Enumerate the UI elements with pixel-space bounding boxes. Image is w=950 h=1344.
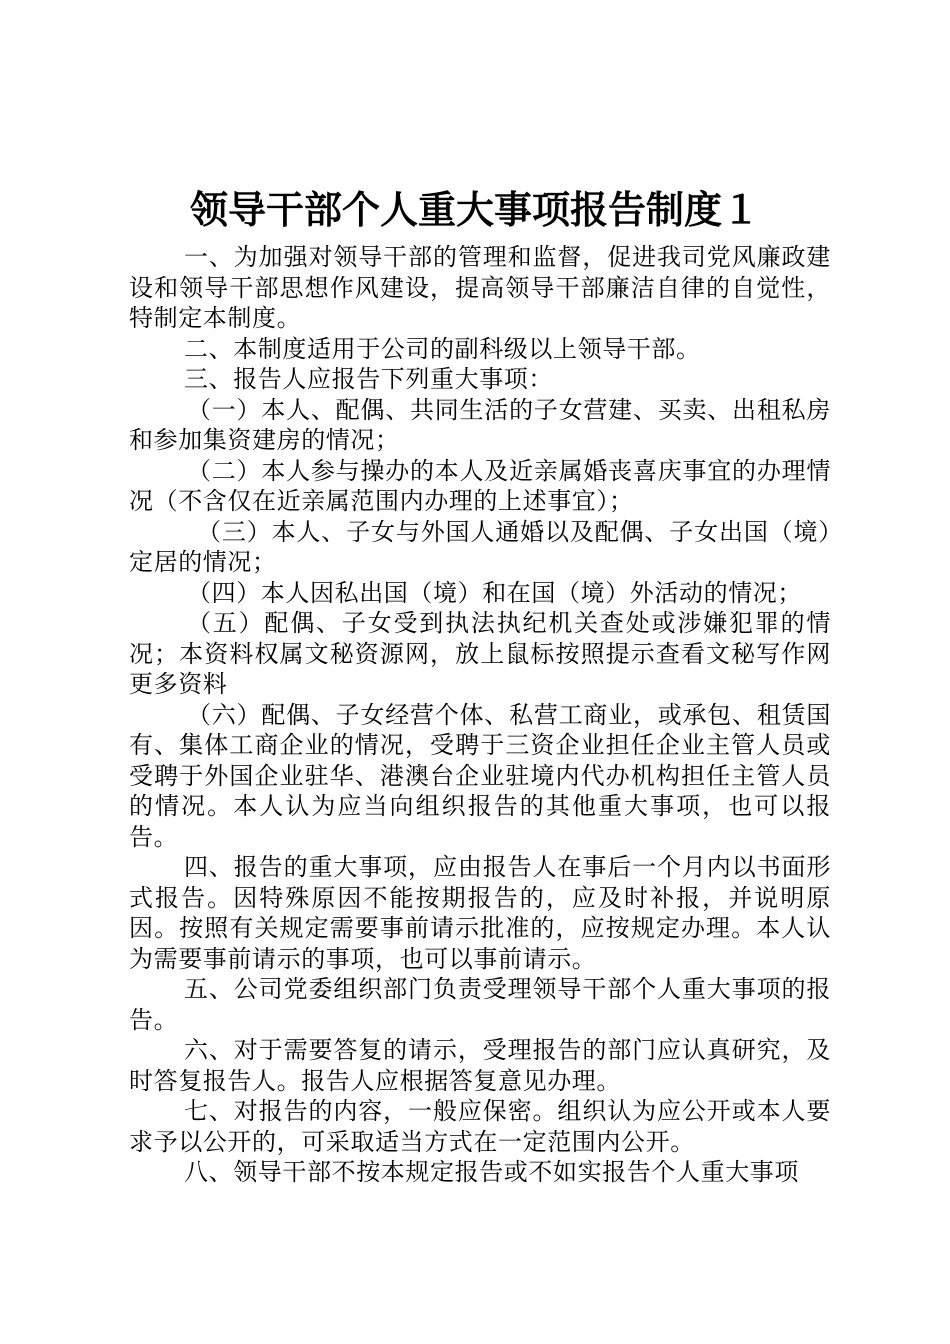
paragraph-3: 三、报告人应报告下列重大事项： (184, 365, 553, 393)
document-body (129, 242, 831, 1188)
paragraph-item-2: （二）本人参与操办的本人及近亲属婚丧喜庆事宜的办理情况（不含仅在近亲属范围内办理的上述事宜）； (129, 456, 831, 515)
paragraph-2: 二、本制度适用于公司的副科级以上领导干部。 (184, 334, 701, 363)
paragraph-item-1: （一）本人、配偶、共同生活的子女营建、买卖、出租私房和参加集资建房的情况； (129, 395, 831, 454)
paragraph-5: 五、公司党委组织部门负责受理领导干部个人重大事项的报告。 (129, 975, 831, 1034)
paragraph-6: 六、对于需要答复的请示，受理报告的部门应认真研究，及时答复报告人。报告人应根据答复意见办理。 (129, 1036, 831, 1095)
paragraph-4: 四、报告的重大事项，应由报告人在事后一个月内以书面形式报告。因特殊原因不能按期报告的，应及时补报，并说明原因。按照有关规定需要事前请示批准的，应按规定办理。本人认为需要事前请示的事项，也可以事前请示。 (129, 853, 831, 973)
paragraph-1: 一、为加强对领导干部的管理和监督，促进我司党风廉政建设和领导干部思想作风建设，提高领导干部廉洁自律的自觉性，特制定本制度。 (129, 243, 831, 332)
paragraph-item-3: （三）本人、子女与外国人通婚以及配偶、子女出国（境）定居的情况； (129, 517, 831, 576)
paragraph-item-6: （六）配偶、子女经营个体、私营工商业，或承包、租赁国有、集体工商企业的情况，受聘于三资企业担任企业主管人员或受聘于外国企业驻华、港澳台企业驻境内代办机构担任主管人员的情况。本人认为应当向组织报告的其他重大事项，也可以报告。 (129, 700, 831, 851)
paragraph-7: 七、对报告的内容，一般应保密。组织认为应公开或本人要求予以公开的，可采取适当方式在一定范围内公开。 (129, 1097, 831, 1156)
paragraph-item-4: （四）本人因私出国（境）和在国（境）外活动的情况； (187, 578, 802, 607)
document-title: 领导干部个人重大事项报告制度１ (189, 187, 760, 232)
paragraph-item-5: （五）配偶、子女受到执法执纪机关查处或涉嫌犯罪的情况；本资料权属文秘资源网，放上鼠标按照提示查看文秘写作网更多资料 (129, 609, 831, 698)
paragraph-8: 八、领导干部不按本规定报告或不如实报告个人重大事项 (184, 1158, 799, 1186)
